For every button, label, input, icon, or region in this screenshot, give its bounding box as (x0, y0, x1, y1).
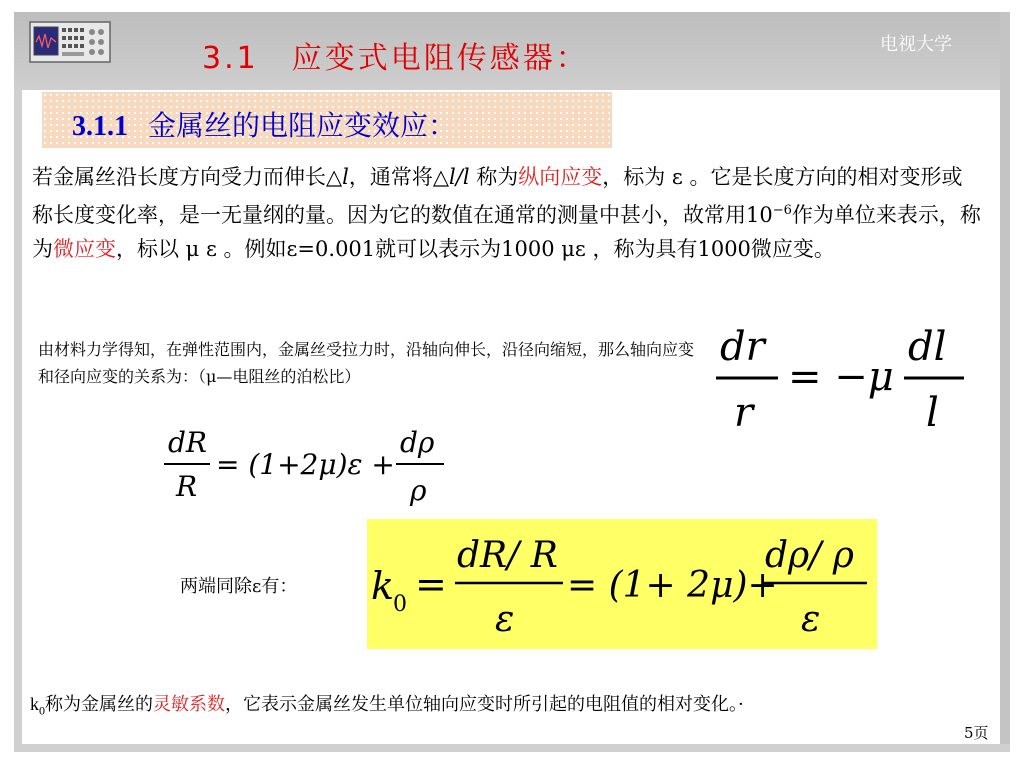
text-run: 若金属丝沿长度方向受力而伸长△ (32, 165, 343, 189)
school-name: 电视大学 (880, 34, 952, 55)
eq1-numerator-left: dr (720, 324, 765, 370)
radial-strain-equation (710, 318, 980, 438)
slide-title: 3.1 应变式电阻传感器： (202, 41, 589, 76)
eq2-middle: = (1+2μ)ε + (216, 448, 395, 481)
eq2-numerator-left: dR (168, 426, 208, 459)
text-run: 作为单位来表示，称为 (32, 203, 981, 261)
eq3-equals: = (415, 562, 447, 606)
text-run: 称为 (469, 165, 519, 189)
strain-definition-paragraph (32, 160, 982, 266)
right-border (1000, 12, 1010, 752)
gauge-factor-equation (367, 519, 877, 649)
section-heading (72, 104, 456, 144)
section-heading-box (42, 92, 612, 148)
highlight-gauge-factor: 灵敏系数 (153, 694, 225, 715)
eq3-denominator-left: ε (495, 599, 515, 640)
section-number: 3.1.1 (72, 111, 128, 142)
eq1-denominator-left: r (734, 390, 754, 436)
text-run: ，标为 ε 。它是长度方向的相对变形或称长度变化率，是一无量纲的量。因为它的数值在通常的测量中甚小，故常用10 (32, 165, 963, 227)
eq3-middle: = (1+ 2μ)+ (567, 565, 778, 606)
gauge-factor-paragraph (30, 690, 744, 719)
highlight-longitudinal-strain: 纵向应变 (518, 165, 603, 189)
section-title: 金属丝的电阻应变效应： (148, 109, 457, 142)
text-run: ，标以 μ ε 。例如ε=0.001就可以表示为1000 με ，称为具有1000微应变。 (116, 237, 835, 261)
eq2-numerator-right: dρ (400, 426, 435, 459)
highlight-microstrain: 微应变 (53, 237, 116, 261)
eq3-lhs: k (371, 564, 395, 608)
eq1-denominator-right: l (926, 390, 939, 436)
instrument-panel-icon (28, 18, 112, 66)
superscript: −6 (772, 203, 792, 218)
page-number: 5页 (964, 724, 989, 742)
eq1-numerator-right: dl (908, 324, 947, 370)
left-border (14, 90, 22, 752)
eq3-numerator-left: dR/ R (457, 535, 558, 576)
poisson-paragraph: 由材料力学得知，在弹性范围内，金属丝受拉力时，沿轴向伸长，沿径向缩短，那么轴向应变和径向应变的关系为：（μ—电阻丝的泊松比） (38, 340, 695, 386)
resistance-change-equation (160, 420, 460, 520)
gauge-factor-formula-box (367, 519, 877, 649)
eq3-denominator-right: ε (801, 599, 821, 640)
k-subscript: 0 (39, 703, 45, 718)
text-run: l/l (449, 165, 470, 189)
k-symbol: k (30, 694, 39, 714)
text-run: l (342, 165, 349, 189)
text-run: ，通常将△ (348, 165, 450, 189)
eq3-numerator-right: dρ/ ρ (765, 535, 854, 576)
text-run: ，它表示金属丝发生单位轴向应变时所引起的电阻值的相对变化。· (225, 694, 744, 715)
eq1-middle: = −μ (788, 354, 894, 400)
eq2-denominator-left: R (176, 470, 198, 503)
bottom-border (14, 744, 1010, 752)
eq3-lhs-subscript: 0 (393, 592, 407, 617)
divide-both-sides-text: 两端同除ε有： (180, 576, 298, 597)
eq2-denominator-right: ρ (410, 474, 427, 507)
text-run: 称为金属丝的 (45, 694, 153, 715)
